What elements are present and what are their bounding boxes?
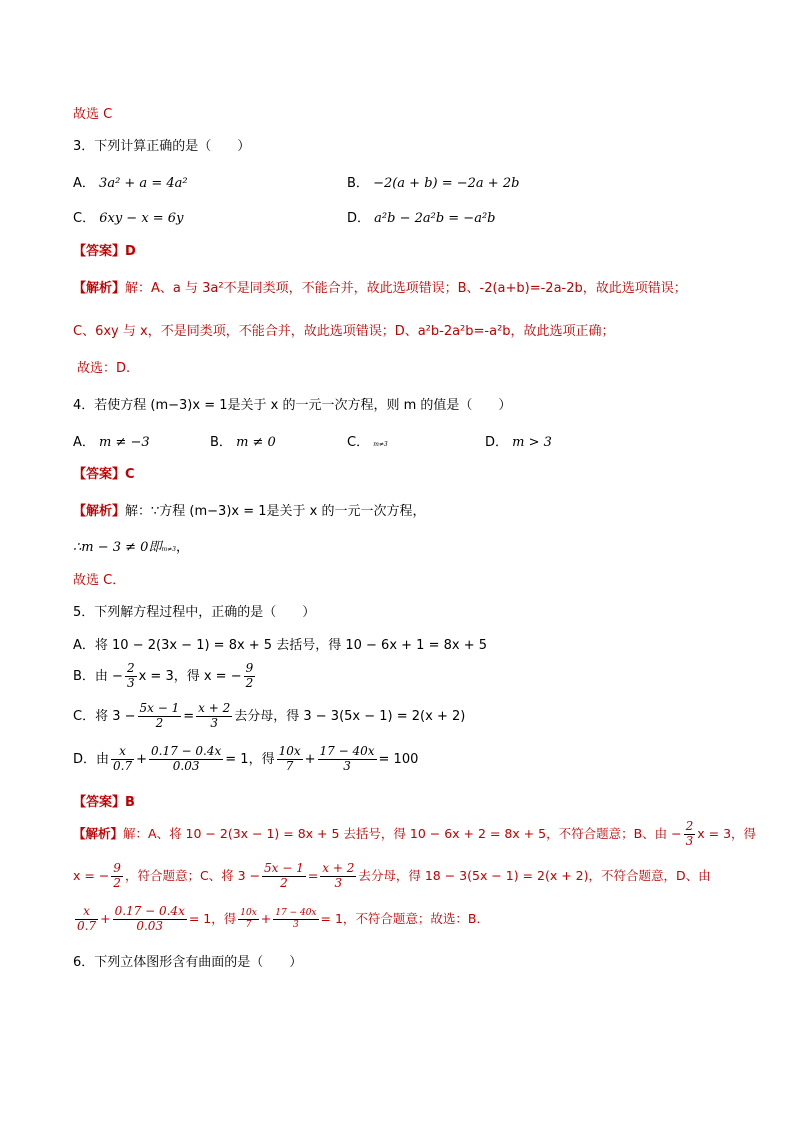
analysis-text: = 1，不符合题意；故选：B． (320, 910, 489, 926)
analysis-text: ，符合题意；C、将 3 − (124, 867, 261, 883)
q4-analysis-line1 (73, 500, 425, 519)
numerator: x (75, 905, 98, 920)
q3-analysis-line2: C、6xy 与 x，不是同类项，不能合并，故此选项错误；D、a²b-2a²b=-a²b，故此选项正确； (73, 324, 615, 339)
analysis-text: + (260, 910, 272, 926)
analysis-text: ∴m − 3 ≠ 0即 (73, 540, 162, 555)
option-expr: m ≠ 0 (236, 435, 276, 450)
q6-stem: 6．下列立体图形含有曲面的是（ ） (73, 955, 303, 970)
option-expr: 6xy − x = 6y (99, 211, 184, 226)
fraction (138, 702, 182, 731)
q5-option-a: A．将 10 − 2(3x − 1) = 8x + 5 去括号，得 10 − 6x + 1 = 8x + 5 (73, 638, 487, 653)
option-text: = 100 (378, 751, 419, 767)
analysis-text: 解：∵方程 (m−3)x = 1是关于 x 的一元一次方程， (125, 504, 426, 519)
option-text: 去分母，得 3 − 3(5x − 1) = 2(x + 2) (234, 708, 466, 724)
denominator: 7 (285, 758, 294, 773)
analysis-text: x = 3，得 (697, 825, 757, 841)
q5-option-c (73, 702, 465, 731)
q5-answer: 【答案】B (73, 795, 135, 810)
q4-conclusion: 故选 C． (73, 573, 126, 588)
option-text: D．由 (73, 751, 110, 767)
fraction (196, 702, 232, 731)
numerator: 17 − 40x (319, 744, 375, 758)
option-label: C． (347, 435, 370, 450)
option-text: + (304, 751, 316, 767)
fraction (113, 905, 187, 934)
numerator: 5x − 1 (139, 701, 180, 715)
analysis-text: 去分母，得 18 − 3(5x − 1) = 2(x + 2)，不符合题意，D、由 (358, 867, 711, 883)
numerator: 0.17 − 0.4x (114, 904, 185, 918)
denominator: 2 (113, 875, 121, 890)
numerator: 2 (685, 819, 694, 833)
fraction (684, 820, 696, 849)
option-label: A． (73, 435, 95, 450)
fraction (318, 745, 377, 774)
denominator: 3 (334, 875, 343, 890)
denominator: 3 (293, 919, 299, 930)
q4-answer: 【答案】C (73, 467, 135, 482)
option-label: A． (73, 176, 95, 191)
q3-stem: 3．下列计算正确的是（ ） (73, 139, 251, 154)
q5-analysis-line2 (73, 862, 711, 891)
q3-answer: 【答案】D (73, 244, 136, 259)
option-expr: m > 3 (512, 435, 552, 450)
fraction (238, 908, 259, 930)
fraction (262, 862, 306, 891)
numerator: 10x (240, 908, 257, 919)
denominator: 3 (210, 715, 219, 730)
option-expr: a²b − 2a²b = −a²b (374, 211, 496, 226)
analysis-text: = (307, 867, 319, 883)
q4-option-b (210, 431, 276, 450)
denominator: 3 (343, 758, 351, 773)
denominator: 7 (245, 919, 252, 930)
option-text: B．由 − (73, 668, 123, 684)
option-text: + (136, 751, 148, 767)
fraction (277, 745, 303, 774)
analysis-text: + (100, 910, 111, 926)
q5-analysis-line3 (73, 905, 489, 934)
q3-analysis-line1 (73, 277, 687, 296)
q3-option-b (347, 172, 519, 191)
numerator: 17 − 40x (275, 908, 317, 919)
fraction (75, 905, 98, 934)
denominator: 3 (126, 675, 135, 690)
q5-analysis-line1 (73, 820, 756, 849)
option-label: C． (73, 211, 96, 226)
q5-stem: 5．下列解方程过程中，正确的是（ ） (73, 605, 316, 620)
q4-option-d (485, 431, 552, 450)
analysis-label: 【解析】 (73, 281, 126, 296)
numerator: 0.17 − 0.4x (151, 744, 222, 758)
numerator: 9 (113, 861, 121, 875)
fraction (111, 745, 134, 774)
denominator: 0.7 (113, 758, 133, 773)
denominator: 3 (685, 833, 694, 848)
q5-option-b (73, 662, 257, 691)
fraction (320, 862, 356, 891)
option-label: B． (210, 435, 232, 450)
q4-stem: 4．若使方程 (m−3)x = 1是关于 x 的一元一次方程，则 m 的值是（ ） (73, 398, 512, 413)
denominator: 0.03 (172, 758, 200, 773)
analysis-text: = 1，得 (188, 910, 237, 926)
q4-analysis-line2 (73, 536, 189, 555)
numerator: x + 2 (198, 701, 231, 715)
option-expr: m ≠ −3 (99, 435, 150, 450)
option-expr: m≠3 (373, 441, 388, 448)
numerator: 9 (245, 661, 254, 675)
fraction (111, 862, 123, 891)
numerator: 10x (278, 744, 301, 758)
q5-option-d (73, 745, 418, 774)
numerator: x + 2 (322, 861, 355, 875)
q3-conclusion: 故选：D. (77, 361, 131, 376)
fraction (125, 662, 137, 691)
numerator: 2 (126, 661, 135, 675)
option-label: D． (485, 435, 509, 450)
analysis-label: 【解析】 (73, 504, 126, 519)
option-expr: 3a² + a = 4a² (99, 176, 188, 191)
analysis-text: x = − (73, 867, 110, 883)
analysis-label: 【解析】 (73, 825, 124, 841)
denominator: 2 (280, 875, 288, 890)
option-label: D． (347, 211, 371, 226)
numerator: x (111, 745, 134, 760)
q4-option-a (73, 431, 150, 450)
denominator: 0.7 (77, 918, 97, 933)
fraction (273, 908, 318, 930)
analysis-punct: ， (176, 540, 190, 555)
q3-option-c (73, 207, 183, 226)
analysis-text: 解：A、将 10 − 2(3x − 1) = 8x + 5 去括号，得 10 − 6x + 2 = 8x + 5，不符合题意；B、由 − (123, 825, 682, 841)
numerator: 5x − 1 (264, 861, 304, 875)
denominator: 2 (155, 715, 164, 730)
analysis-small-expr: m≠3 (161, 546, 177, 553)
q4-option-c (347, 431, 388, 450)
option-text: = (183, 708, 195, 724)
analysis-text: 解：A、a 与 3a²不是同类项，不能合并，故此选项错误；B、-2(a+b)=-2a-2b，故此选项错误； (125, 281, 687, 296)
option-label: B． (347, 176, 369, 191)
denominator: 2 (245, 675, 254, 690)
option-text: x = 3，得 x = − (138, 668, 242, 684)
option-expr: −2(a + b) = −2a + 2b (373, 176, 520, 191)
fraction (244, 662, 256, 691)
prev-conclusion: 故选 C (73, 107, 113, 122)
option-text: = 1，得 (225, 751, 275, 767)
fraction (149, 745, 223, 774)
option-text: C．将 3 − (73, 708, 136, 724)
denominator: 0.03 (136, 918, 164, 933)
q3-option-d (347, 207, 496, 226)
q3-option-a (73, 172, 188, 191)
